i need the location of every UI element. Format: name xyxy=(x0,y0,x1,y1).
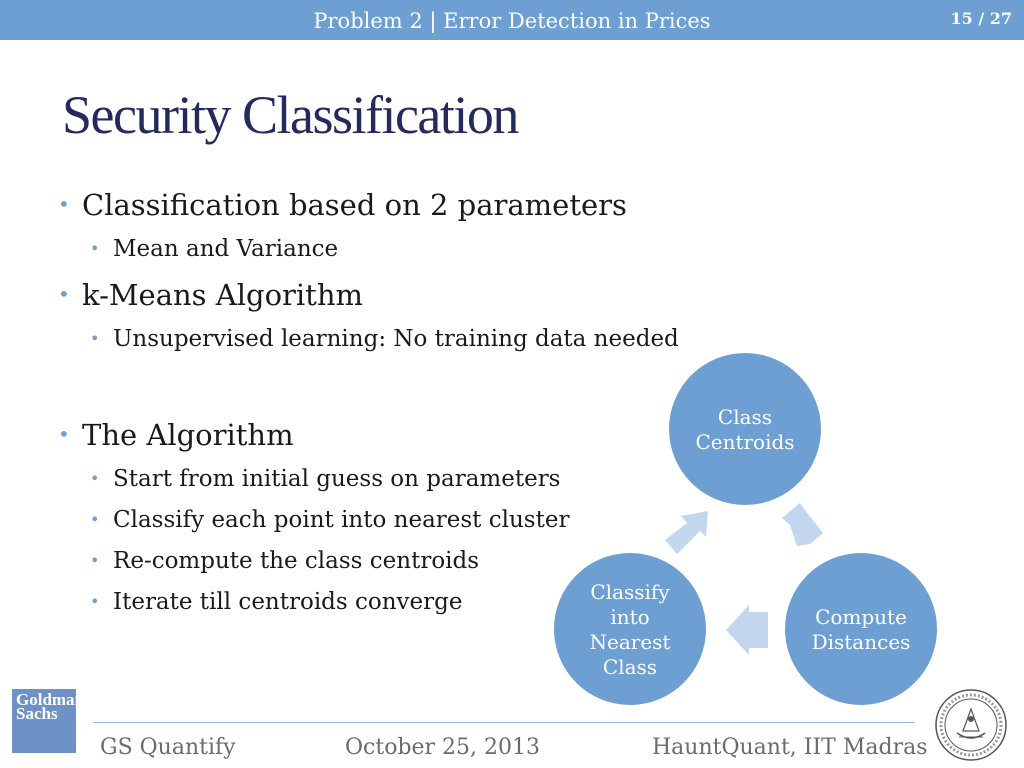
arrow-top-to-right xyxy=(782,503,823,546)
footer-left: GS Quantify xyxy=(100,735,236,760)
node-label: Compute xyxy=(815,605,907,629)
node-class-centroids xyxy=(669,353,821,505)
node-classify-nearest xyxy=(554,553,706,705)
bullet-text: Iterate till centroids converge xyxy=(113,589,463,615)
arrow-left-to-top xyxy=(665,511,708,554)
bullet-dot-icon: • xyxy=(58,422,70,446)
iit-madras-seal-icon xyxy=(933,687,1009,763)
bullet-text: Mean and Variance xyxy=(113,236,339,262)
node-compute-distances xyxy=(785,553,937,705)
bullet-dot-icon: • xyxy=(90,469,100,488)
bullet-dot-icon: • xyxy=(90,510,100,529)
footer-date: October 25, 2013 xyxy=(345,735,541,760)
bullet-dot-icon: • xyxy=(90,239,100,258)
footer-right: HauntQuant, IIT Madras xyxy=(652,735,928,760)
bullet-dot-icon: • xyxy=(90,329,100,348)
node-label: Centroids xyxy=(695,430,795,454)
bullet-text: The Algorithm xyxy=(82,418,294,452)
bullet-dot-icon: • xyxy=(58,282,70,306)
logo-text: Goldman xyxy=(16,690,85,709)
bullet-text: Classify each point into nearest cluster xyxy=(113,507,570,533)
logo-text: Sachs xyxy=(16,704,58,723)
footer-divider xyxy=(93,722,915,723)
bullet-text: Classification based on 2 parameters xyxy=(82,188,627,222)
node-label: Class xyxy=(602,655,658,679)
bullet-dot-icon: • xyxy=(58,192,70,216)
header-title: Problem 2 | Error Detection in Prices xyxy=(313,9,711,33)
page-number: 15 / 27 xyxy=(950,9,1012,28)
bullet-text: k-Means Algorithm xyxy=(82,278,363,312)
node-label: Distances xyxy=(811,630,911,654)
bullet-text: Unsupervised learning: No training data needed xyxy=(113,326,679,352)
bullet-text: Start from initial guess on parameters xyxy=(113,466,561,492)
node-label: Classify xyxy=(590,580,670,604)
arrow-right-to-left xyxy=(726,605,768,655)
slide-title: Security Classification xyxy=(62,85,518,145)
node-label: into xyxy=(610,605,650,629)
bullet-text: Re-compute the class centroids xyxy=(113,548,480,574)
goldman-sachs-logo xyxy=(12,689,85,753)
node-label: Class xyxy=(717,405,773,429)
node-label: Nearest xyxy=(589,630,671,654)
bullet-dot-icon: • xyxy=(90,592,100,611)
bullet-dot-icon: • xyxy=(90,551,100,570)
